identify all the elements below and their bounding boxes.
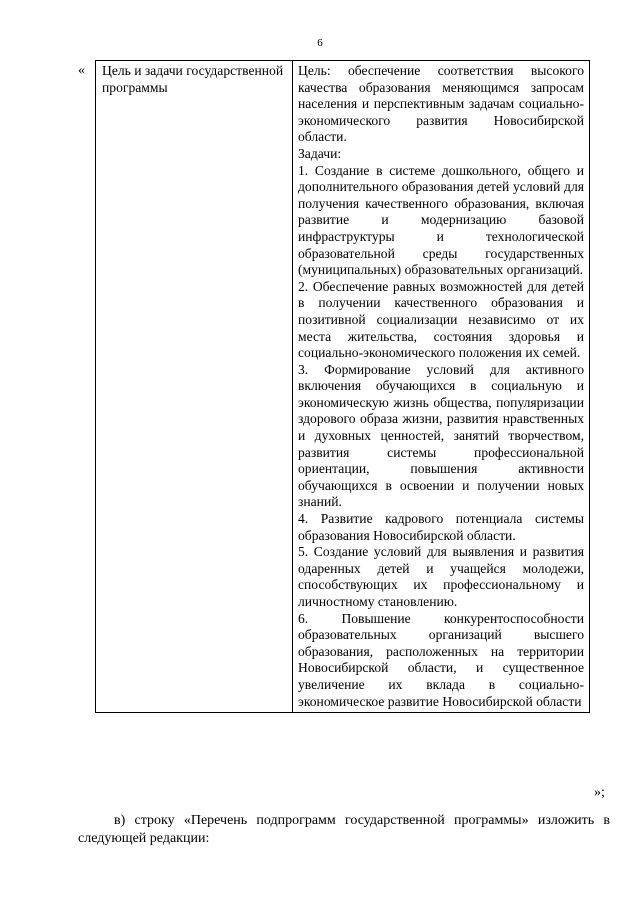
table-row — [96, 61, 590, 713]
task-item-6: 6. Повышение конкурентоспособности образовательных организаций высшего образования, расположенных на территории Новосибирской области, и существенное увеличение их вклада в социально-экономическое развитие Новосибирской области — [298, 610, 584, 709]
page-number: 6 — [317, 37, 323, 49]
program-passport-table — [95, 60, 590, 713]
task-item-2: 2. Обеспечение равных возможностей для детей в получении качественного образования и позитивной социализации независимо от их места жительства, состояния здоровья и социально-экономического положения их семей. — [298, 278, 584, 361]
closing-quote-mark: »; — [594, 785, 605, 800]
tasks-heading: Задачи: — [298, 145, 342, 161]
opening-quote-mark: « — [78, 63, 85, 78]
goal-text: Цель: обеспечение соответствия высокого качества образования меняющимся запросам населения и перспективным задачам социально-экономического развития Новосибирской области. — [298, 63, 584, 145]
row-content-cell — [293, 61, 590, 713]
task-item-5: 5. Создание условий для выявления и развития одаренных детей и учащейся молодежи, способствующих их профессиональному и личностному становлению. — [298, 544, 584, 609]
amendment-instruction-text: в) строку «Перечень подпрограмм государственной программы» изложить в следующей редакции: — [78, 813, 610, 846]
task-item-1: 1. Создание в системе дошкольного, общего и дополнительного образования детей условий для получения качественного образования, включая развитие и модернизацию базовой инфраструктуры и технологической образовательной среды государственных (муниципальных) образовательных организаций. — [298, 162, 584, 278]
task-item-3: 3. Формирование условий для активного включения обучающихся в социальную и экономическую жизнь общества, популяризации здорового образа жизни, развития нравственных и духовных ценностей, занятий творчеством, развития системы профессиональной ориентации, повышения активности обучающихся в освоении и получении новых знаний. — [298, 361, 584, 510]
task-item-4: 4. Развитие кадрового потенциала системы образования Новосибирской области. — [298, 511, 584, 543]
row-label-cell: Цель и задачи государственной программы — [96, 61, 293, 713]
